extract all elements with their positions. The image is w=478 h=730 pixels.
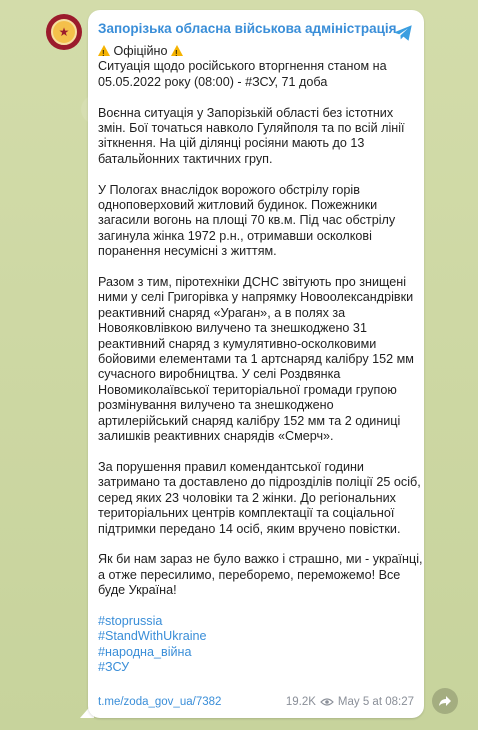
post-link[interactable]: t.me/zoda_gov_ua/7382 bbox=[98, 696, 222, 708]
post-header bbox=[98, 44, 414, 90]
paragraph-situation bbox=[98, 106, 414, 168]
text-line: зіткнення. На цій ділянці росіяни мають до 13 bbox=[98, 136, 365, 151]
text-line: затримано та доставлено до підрозділів поліції 25 осіб, bbox=[98, 475, 421, 490]
hashtag[interactable]: #ЗСУ bbox=[98, 660, 130, 675]
paragraph-curfew bbox=[98, 459, 421, 537]
text-line: Разом з тим, піротехніки ДСНС звітують про знищені bbox=[98, 275, 407, 290]
text-line: бойовими елементами та 1 артснаряд калібру 152 мм bbox=[98, 352, 414, 367]
header-line: Ситуація щодо російського вторгнення станом на bbox=[98, 59, 387, 74]
text-line: буде Україна! bbox=[98, 583, 177, 598]
text-line: загинула жінка 1972 р.н., отримавши осколкові bbox=[98, 228, 372, 243]
text-line: реактивний снаряд «Ураган», а в полях за bbox=[98, 305, 346, 320]
text-line: серед яких 23 чоловіки та 2 жінки. До регіональних bbox=[98, 490, 396, 505]
hashtag[interactable]: #stoprussia bbox=[98, 613, 163, 628]
text-line: батальйонних тактичних груп. bbox=[98, 151, 273, 166]
text-line: сучасного виробництва. У селі Роздвянка bbox=[98, 367, 341, 382]
text-line: ними у селі Григорівка у напрямку Новоолександрівки bbox=[98, 290, 414, 305]
text-line: Новомиколаївської територіальної громади групою bbox=[98, 382, 397, 397]
text-line: Як би нам зараз не було важко і страшно, ми - українці, bbox=[98, 552, 423, 567]
timestamp: May 5 at 08:27 bbox=[337, 696, 414, 708]
eye-icon bbox=[320, 697, 334, 707]
text-line: Воєнна ситуація у Запорізькій області без істотних bbox=[98, 105, 394, 120]
channel-avatar[interactable] bbox=[46, 14, 82, 50]
text-line: У Пологах внаслідок ворожого обстрілу горів bbox=[98, 182, 360, 197]
hashtag-list bbox=[98, 614, 414, 676]
text-line: змін. Бої точаться навколо Гуляйполя та по всій лінії bbox=[98, 121, 405, 136]
view-count: 19.2K bbox=[285, 696, 316, 708]
text-line: територіальних центрів комплектації та соціальної bbox=[98, 506, 395, 521]
paragraph-polohy bbox=[98, 183, 414, 260]
coat-of-arms-icon: ★ bbox=[51, 19, 77, 45]
official-line bbox=[98, 44, 414, 59]
header-line: 05.05.2022 року (08:00) - #ЗСУ, 71 доба bbox=[98, 74, 328, 89]
message-meta bbox=[286, 696, 414, 708]
share-icon bbox=[438, 695, 452, 707]
paragraph-demining bbox=[98, 275, 414, 444]
text-line: Новояковлівкою вилучено та знешкоджено 31 bbox=[98, 321, 367, 336]
text-line: розмінування вилучено та знешкоджено bbox=[98, 398, 334, 413]
text-line: одноповерховий житловий будинок. Пожежники bbox=[98, 198, 378, 213]
text-line: а отже пересилимо, переборемо, переможемо! Все bbox=[98, 567, 401, 582]
warning-icon bbox=[98, 45, 110, 56]
text-line: За порушення правил комендантської години bbox=[98, 459, 364, 474]
message-bubble bbox=[88, 10, 424, 718]
share-button[interactable] bbox=[432, 688, 458, 714]
hashtag[interactable]: #StandWithUkraine bbox=[98, 629, 207, 644]
telegram-icon[interactable] bbox=[392, 22, 414, 44]
message-footer bbox=[98, 696, 414, 708]
message-text bbox=[98, 44, 423, 676]
official-label: Офіційно bbox=[113, 44, 168, 58]
text-line: поранення несумісні з життям. bbox=[98, 244, 277, 259]
text-line: загасили вогонь на площі 70 кв.м. Під час обстрілу bbox=[98, 213, 396, 228]
text-line: реактивний снаряд з кумулятивно-осколковими bbox=[98, 336, 377, 351]
warning-icon bbox=[171, 45, 183, 56]
text-line: залишків реактивних снарядів «Смерч». bbox=[98, 429, 334, 444]
text-line: підтримки передано 14 осіб, яким вручено повістки. bbox=[98, 521, 401, 536]
channel-name[interactable]: Запорізька обласна військова адміністрація bbox=[98, 21, 397, 36]
paragraph-closing bbox=[98, 552, 423, 598]
hashtag[interactable]: #народна_війна bbox=[98, 644, 192, 659]
text-line: артилерійський снаряд калібру 152 мм та 2 одиниці bbox=[98, 413, 401, 428]
